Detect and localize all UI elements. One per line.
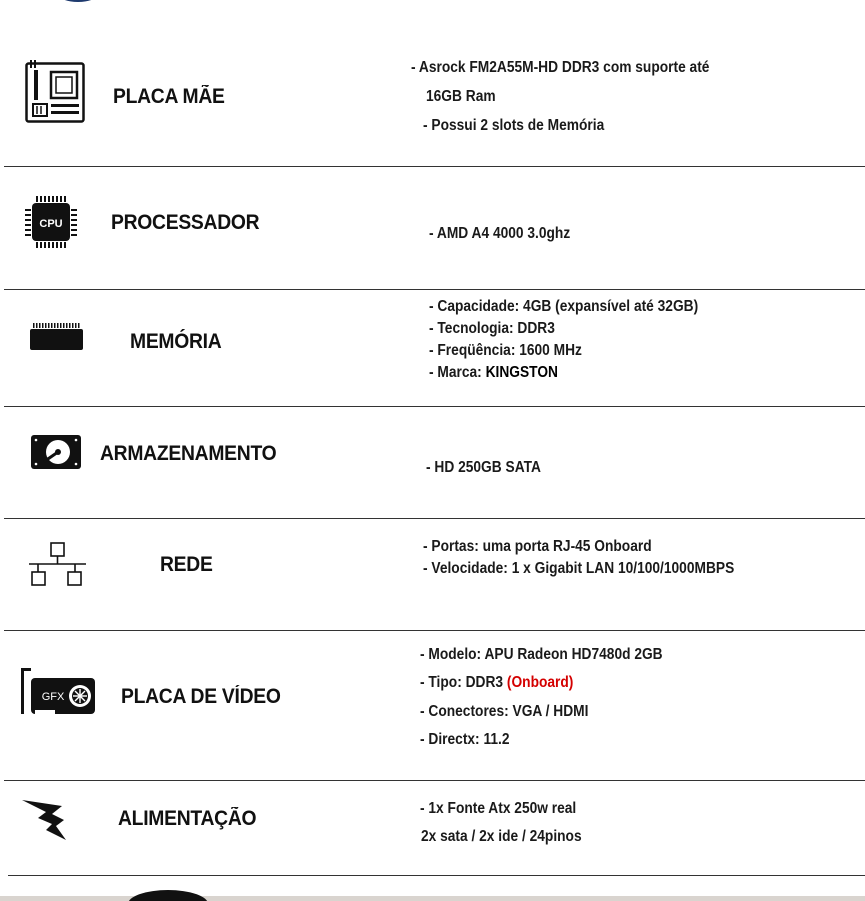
section-title: PLACA MÃE [113,85,225,108]
divider [4,289,865,290]
section-title: PROCESSADOR [111,211,260,234]
divider [8,875,865,876]
memory-icon [30,323,84,351]
spec-line: - Modelo: APU Radeon HD7480d 2GB [420,646,663,663]
divider [4,630,865,631]
power-supply-icon [22,800,68,842]
spec-line-brand [429,364,558,382]
section-title: ALIMENTAÇÃO [118,807,257,830]
section-title: REDE [160,553,213,576]
cpu-icon-label: CPU [39,218,63,230]
spec-line: 16GB Ram [426,88,496,105]
spec-line: - Freqüência: 1600 MHz [429,342,582,359]
section-title: MEMÓRIA [130,330,222,353]
section-title: PLACA DE VÍDEO [121,685,281,708]
spec-line: - Directx: 11.2 [420,731,510,748]
divider [4,166,865,167]
graphics-card-icon [21,668,97,716]
logo-fragment-top [0,0,865,10]
spec-line: - Asrock FM2A55M-HD DDR3 com suporte até [411,59,710,76]
spec-line: - Conectores: VGA / HDMI [420,703,589,720]
spec-line: - 1x Fonte Atx 250w real [420,800,577,817]
logo-fragment-bottom [120,888,220,901]
hard-drive-icon [31,435,83,471]
spec-line-type [420,674,573,692]
section-title: ARMAZENAMENTO [100,442,277,465]
spec-line: - Capacidade: 4GB (expansível até 32GB) [429,298,699,315]
cpu-icon [25,196,79,250]
spec-line: - Tecnologia: DDR3 [429,320,555,337]
brand-prefix: - Marca: [429,364,486,381]
type-highlight: (Onboard) [506,674,574,691]
divider [4,406,865,407]
spec-line: - Portas: uma porta RJ-45 Onboard [423,538,652,555]
type-prefix: - Tipo: DDR3 [420,674,507,691]
spec-line: - Velocidade: 1 x Gigabit LAN 10/100/1000MBPS [423,560,735,577]
divider [4,780,865,781]
spec-line: 2x sata / 2x ide / 24pinos [421,828,582,845]
spec-line: - Possui 2 slots de Memória [423,117,605,134]
brand-name: KINGSTON [485,364,558,381]
spec-line: - AMD A4 4000 3.0ghz [429,225,571,242]
network-icon [29,542,87,588]
motherboard-icon [25,60,87,124]
divider [4,518,865,519]
spec-line: - HD 250GB SATA [426,459,541,476]
gfx-icon-label: GFX [41,691,65,703]
